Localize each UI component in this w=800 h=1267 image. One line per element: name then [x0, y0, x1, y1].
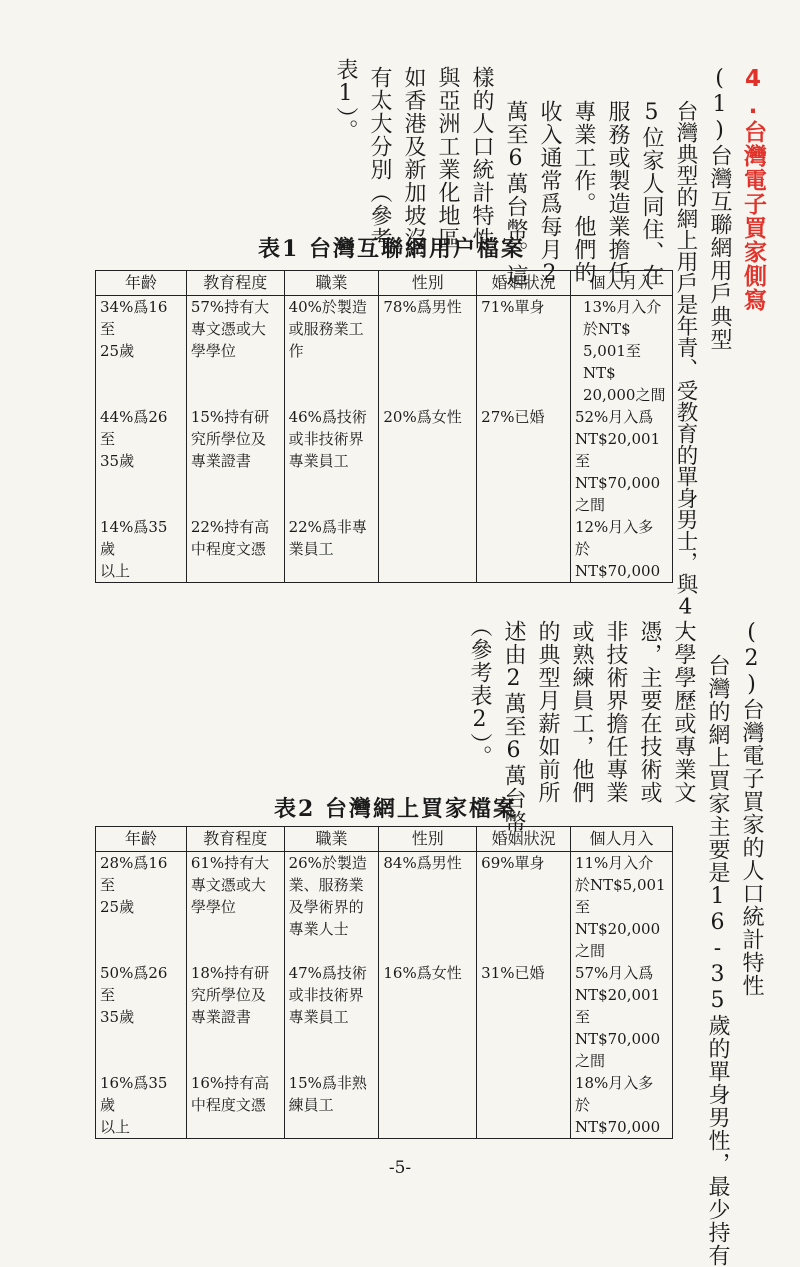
table-cell: 31%已婚 [477, 962, 571, 1072]
table-row [96, 962, 673, 1072]
table-cell: 18%月入多 於 NT$70,000 [570, 1072, 672, 1139]
text-column: 述由2萬至6萬台幣 [501, 620, 526, 833]
table-row [96, 852, 673, 963]
header-cell-gender: 性別 [379, 827, 477, 852]
table-cell: 28%爲16至 25歲 [96, 852, 187, 963]
table-cell: 47%爲技術 或非技術界 專業員工 [284, 962, 379, 1072]
header-cell-occupation: 職業 [284, 271, 379, 296]
text-column: 服務或製造業擔任 [605, 100, 630, 284]
table-cell: 16%爲35歲 以上 [96, 1072, 187, 1139]
table-cell: 44%爲26至 35歲 [96, 406, 187, 516]
table-cell: 13%月入介 於NT$ 5,001至NT$ 20,000之間 [570, 296, 672, 407]
text-column: 有太大分別（參考 [367, 66, 392, 250]
text-column: 的典型月薪如前所 [535, 620, 560, 804]
text-column: 憑，主要在技術或 [637, 620, 662, 804]
text-column: 樣的人口統計特性 [469, 66, 494, 250]
text-column: 大學學歷或專業文 [671, 620, 696, 804]
header-cell-monthly-income: 個人月入 [570, 827, 672, 852]
text-column: 表1）。 [333, 58, 358, 142]
section-heading: 4.台灣電子買家側寫 [740, 66, 766, 312]
text-column: 台灣的網上買家主要是16-35歲的單身男性，最少持有 [705, 654, 730, 1267]
table-row [96, 516, 673, 583]
table-row [96, 406, 673, 516]
table-cell: 16%爲女性 [379, 962, 477, 1072]
table-cell: 11%月入介 於NT$5,001 至 NT$20,000 之間 [570, 852, 672, 963]
table-cell [477, 516, 571, 583]
table-cell: 50%爲26至 35歲 [96, 962, 187, 1072]
table-cell: 12%月入多 於 NT$70,000 [570, 516, 672, 583]
page-number: -5- [388, 1158, 412, 1178]
header-cell-age: 年齡 [96, 827, 187, 852]
header-cell-gender: 性別 [379, 271, 477, 296]
table-cell: 22%爲非專 業員工 [284, 516, 379, 583]
table-cell: 46%爲技術 或非技術界 專業員工 [284, 406, 379, 516]
table-1 [95, 270, 673, 583]
table-cell: 52%月入爲 NT$20,001 至 NT$70,000 之間 [570, 406, 672, 516]
header-cell-education: 教育程度 [186, 827, 284, 852]
table-cell: 57%月入爲 NT$20,001 至 NT$70,000 之間 [570, 962, 672, 1072]
table-cell: 14%爲35歲 以上 [96, 516, 187, 583]
table-1-title: 表1 台灣互聯網用户檔案 [258, 236, 525, 262]
table-row [96, 1072, 673, 1139]
table-cell [379, 516, 477, 583]
text-column: （參考表2）。 [467, 615, 492, 768]
table-cell: 15%爲非熟 練員工 [284, 1072, 379, 1139]
table-2-title: 表2 台灣網上買家檔案 [274, 796, 517, 822]
subsection-1-title: (1)台灣互聯網用戶典型 [707, 66, 732, 351]
header-cell-marital-status: 婚姻狀況 [477, 827, 571, 852]
subsection-2-title: (2)台灣電子買家的人口統計特性 [739, 620, 764, 997]
text-column: 專業工作。他們的 [571, 100, 596, 284]
text-column: 台灣典型的網上用戶是年青、受教育的單身男士，與4- [673, 100, 698, 645]
text-column: 萬至6萬台幣。這 [503, 100, 528, 287]
table-cell: 40%於製造 或服務業工 作 [284, 296, 379, 407]
table-cell: 84%爲男性 [379, 852, 477, 963]
text-column: 非技術界擔任專業 [603, 620, 628, 804]
table-cell [379, 1072, 477, 1139]
header-cell-marital-status: 婚姻狀況 [477, 271, 571, 296]
table-cell: 71%單身 [477, 296, 571, 407]
table-cell: 15%持有研 究所學位及 專業證書 [186, 406, 284, 516]
table-cell: 69%單身 [477, 852, 571, 963]
text-column: 與亞洲工業化地區 [435, 66, 460, 250]
table-cell: 61%持有大 專文憑或大 學學位 [186, 852, 284, 963]
header-cell-occupation: 職業 [284, 827, 379, 852]
table-cell [477, 1072, 571, 1139]
table-cell: 57%持有大 專文憑或大 學學位 [186, 296, 284, 407]
table-row [96, 296, 673, 407]
header-cell-age: 年齡 [96, 271, 187, 296]
table-1-header-row [96, 271, 673, 296]
table-cell: 22%持有高 中程度文憑 [186, 516, 284, 583]
table-cell: 20%爲女性 [379, 406, 477, 516]
table-2 [95, 826, 673, 1139]
table-cell: 16%持有高 中程度文憑 [186, 1072, 284, 1139]
text-column: 5位家人同住、在 [639, 100, 664, 287]
text-column: 如香港及新加坡沒 [401, 66, 426, 250]
table-2-header-row [96, 827, 673, 852]
table-cell: 18%持有研 究所學位及 專業證書 [186, 962, 284, 1072]
header-cell-monthly-income: 個人月入 [570, 271, 672, 296]
header-cell-education: 教育程度 [186, 271, 284, 296]
table-cell: 27%已婚 [477, 406, 571, 516]
table-cell: 34%爲16至 25歲 [96, 296, 187, 407]
text-column: 收入通常爲每月2 [537, 100, 562, 287]
table-cell: 26%於製造 業、服務業 及學術界的 專業人士 [284, 852, 379, 963]
text-column: 或熟練員工，他們 [569, 620, 594, 804]
table-cell: 78%爲男性 [379, 296, 477, 407]
